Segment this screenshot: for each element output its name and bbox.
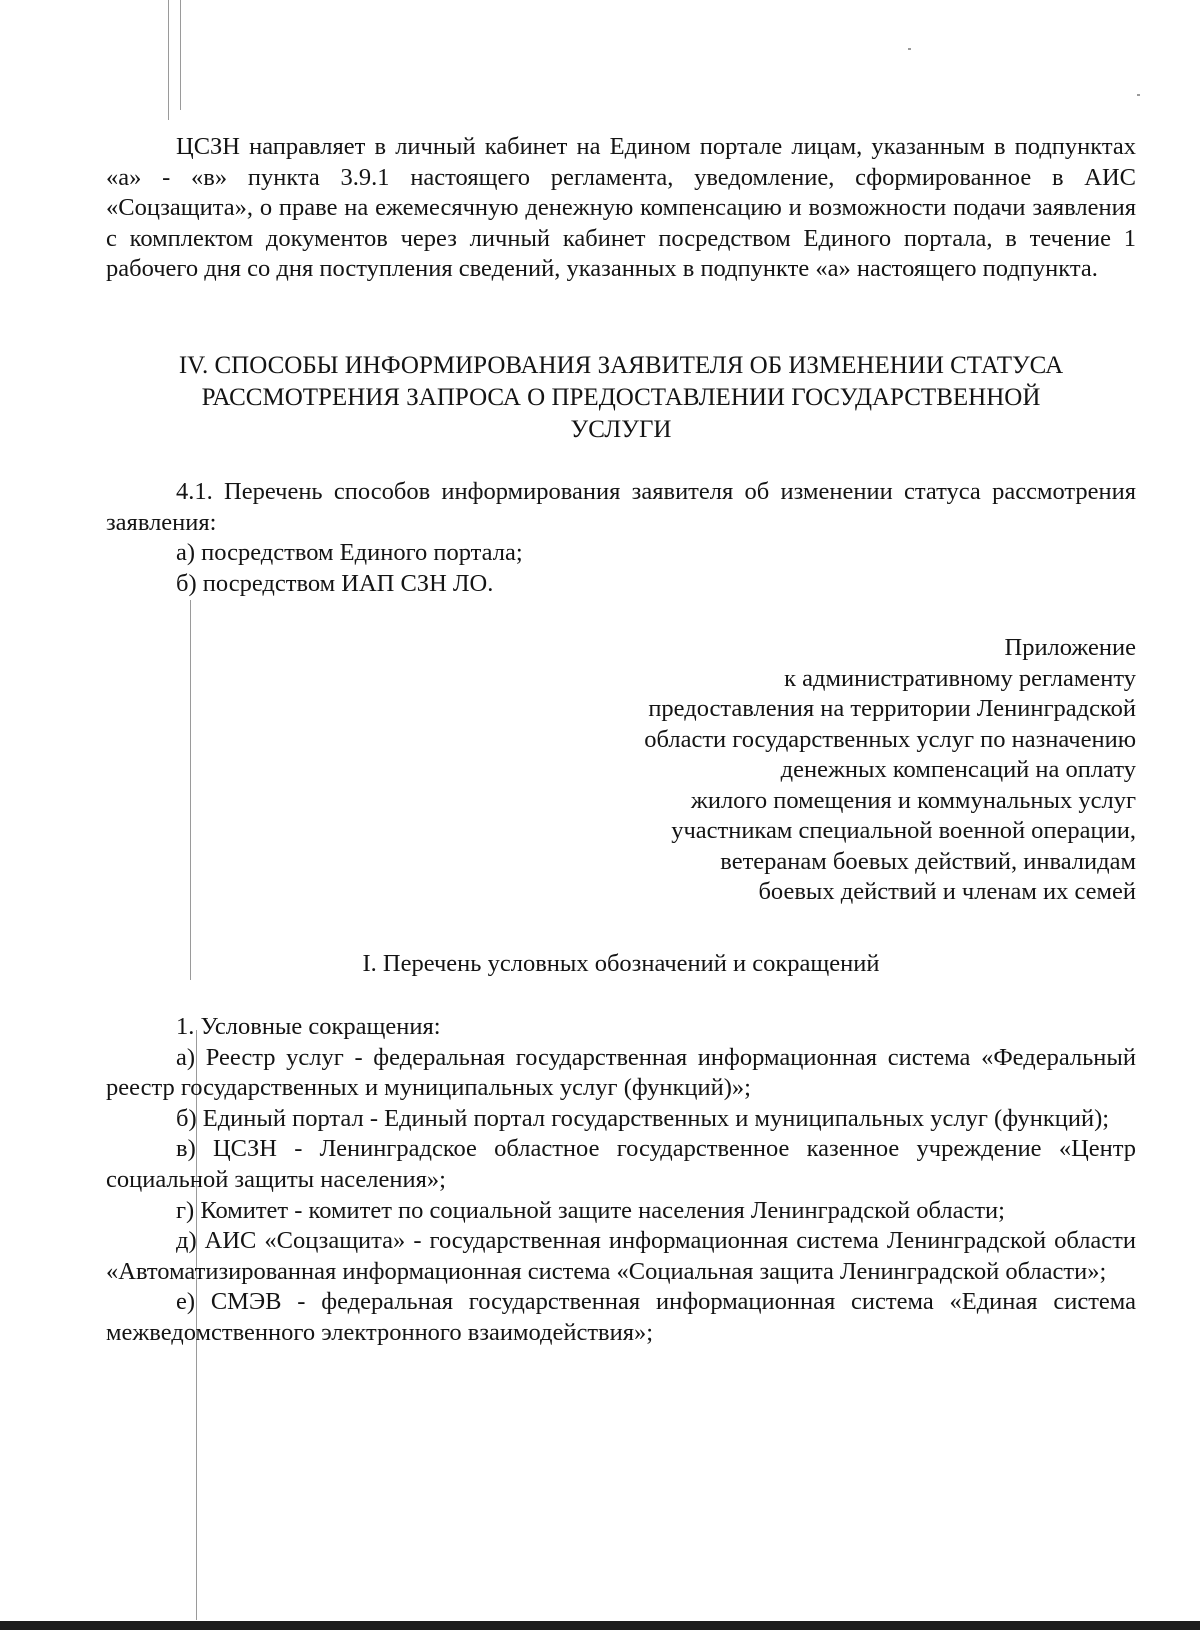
list-item-b: б) посредством ИАП СЗН ЛО. bbox=[176, 569, 494, 597]
appendix-line: к административному регламенту bbox=[784, 664, 1136, 692]
intro-paragraph: ЦСЗН направляет в личный кабинет на Едином портале лицам, указанным в подпунктах «а» - «в» пункта 3.9.1 настоящего регламента, уведомление, сформированное в АИС «Соцзащита», о праве на ежемесячную денежную компенсацию и возможности подачи заявления с комплектом документов через личный кабинет посредством Единого портала, в течение 1 рабочего дня со дня поступления сведений, указанных в подпункте «а» настоящего подпункта. bbox=[106, 133, 1136, 283]
section-1-heading: I. Перечень условных обозначений и сокращений bbox=[362, 950, 880, 977]
appendix-line: Приложение bbox=[1004, 634, 1136, 661]
abbrev-item-v: в) ЦСЗН - Ленинградское областное государственное казенное учреждение «Центр социальной защиты населения»; bbox=[106, 1135, 1136, 1193]
abbrev-item-e: е) СМЭВ - федеральная государственная информационная система «Единая система межведомственного электронного взаимодействия»; bbox=[106, 1288, 1136, 1346]
abbrev-item-g: г) Комитет - комитет по социальной защите населения Ленинградской области; bbox=[176, 1196, 1005, 1224]
appendix-line: денежных компенсаций на оплату bbox=[780, 756, 1136, 783]
abbrev-item-d: д) АИС «Соцзащита» - государственная информационная система Ленинградской области «Автоматизированная информационная система «Социальная защита Ленинградской области»; bbox=[106, 1227, 1136, 1285]
abbrev-item-a: а) Реестр услуг - федеральная государственная информационная система «Федеральный реестр государственных и муниципальных услуг (функций)»; bbox=[106, 1043, 1136, 1102]
intro-block bbox=[106, 132, 1136, 285]
scan-speck bbox=[908, 48, 911, 50]
scan-speck bbox=[1137, 94, 1140, 96]
appendix-line: участникам специальной военной операции, bbox=[671, 817, 1136, 844]
appendix-line: ветеранам боевых действий, инвалидам bbox=[720, 847, 1136, 875]
appendix-header bbox=[516, 633, 1136, 908]
appendix-line: боевых действий и членам их семей bbox=[758, 878, 1136, 905]
appendix-line: жилого помещения и коммунальных услуг bbox=[690, 786, 1136, 814]
section-4-heading-line1: IV. СПОСОБЫ ИНФОРМИРОВАНИЯ ЗАЯВИТЕЛЯ ОБ ИЗМЕНЕНИИ СТАТУСА bbox=[178, 352, 1064, 379]
scan-bottom-edge bbox=[0, 1621, 1200, 1630]
abbrev-item-b: б) Единый портал - Единый портал государственных и муниципальных услуг (функций); bbox=[176, 1104, 1110, 1132]
appendix-line: области государственных услуг по назначению bbox=[644, 725, 1136, 753]
section-4-heading-line3: УСЛУГИ bbox=[570, 416, 672, 443]
appendix-line: предоставления на территории Ленинградской bbox=[648, 695, 1136, 722]
scan-fold-line bbox=[168, 0, 169, 120]
section-4-body bbox=[106, 477, 1136, 599]
paragraph-4-1: 4.1. Перечень способов информирования заявителя об изменении статуса рассмотрения заявления: bbox=[106, 478, 1136, 536]
section-4-heading-line2: РАССМОТРЕНИЯ ЗАПРОСА О ПРЕДОСТАВЛЕНИИ ГОСУДАРСТВЕННОЙ bbox=[201, 384, 1041, 411]
section-1-body bbox=[106, 1012, 1136, 1349]
list-item-a: а) посредством Единого портала; bbox=[176, 539, 523, 567]
scan-fold-line bbox=[190, 600, 191, 980]
section-4-heading bbox=[106, 350, 1136, 446]
scan-fold-line bbox=[180, 0, 181, 110]
paragraph-1: 1. Условные сокращения: bbox=[176, 1013, 441, 1040]
